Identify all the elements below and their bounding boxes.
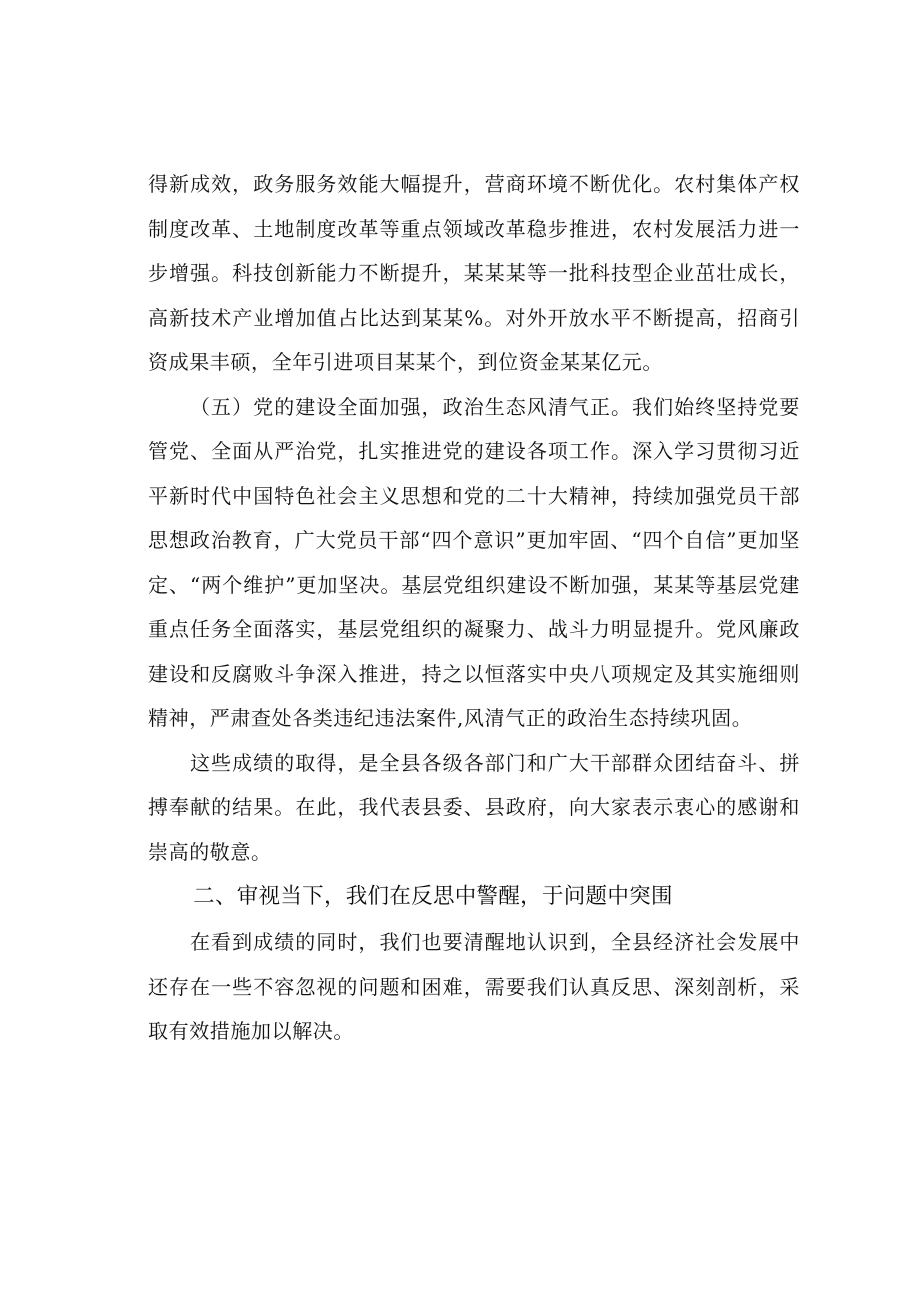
section-heading: 二、审视当下，我们在反思中警醒，于问题中突围: [193, 884, 673, 909]
paragraph-continuation: 得新成效，政务服务效能大幅提升，营商环境不断优化。农村集体产权制度改革、土地制度改革等重点领域改革稳步推进，农村发展活力进一步增强。科技创新能力不断提升，某某某等一批科技型企业茁壮成长，高新技术产业增加值占比达到某某%。对外开放水平不断提高，招商引资成果丰硕，全年引进项目某某个，到位资金某某亿元。: [148, 172, 800, 374]
paragraph-acknowledgement: 这些成绩的取得，是全县各级各部门和广大干部群众团结奋斗、拼搏奉献的结果。在此，我代表县委、县政府，向大家表示衷心的感谢和崇高的敬意。: [148, 750, 800, 864]
document-body: [148, 162, 800, 1054]
paragraph-party-building: （五）党的建设全面加强，政治生态风清气正。我们始终坚持党要管党、全面从严治党，扎实推进党的建设各项工作。深入学习贯彻习近平新时代中国特色社会主义思想和党的二十大精神，持续加强党员干部思想政治教育，广大党员干部“四个意识”更加牢固、“四个自信”更加坚定、“两个维护”更加坚决。基层党组织建设不断加强，某某等基层党建重点任务全面落实，基层党组织的凝聚力、战斗力明显提升。党风廉政建设和反腐败斗争深入推进，持之以恒落实中央八项规定及其实施细则精神，严肃查处各类违纪违法案件,风清气正的政治生态持续巩固。: [148, 394, 800, 730]
paragraph-problems-intro: 在看到成绩的同时，我们也要清醒地认识到，全县经济社会发展中还存在一些不容忽视的问题和困难，需要我们认真反思、深刻剖析，采取有效措施加以解决。: [148, 930, 800, 1043]
